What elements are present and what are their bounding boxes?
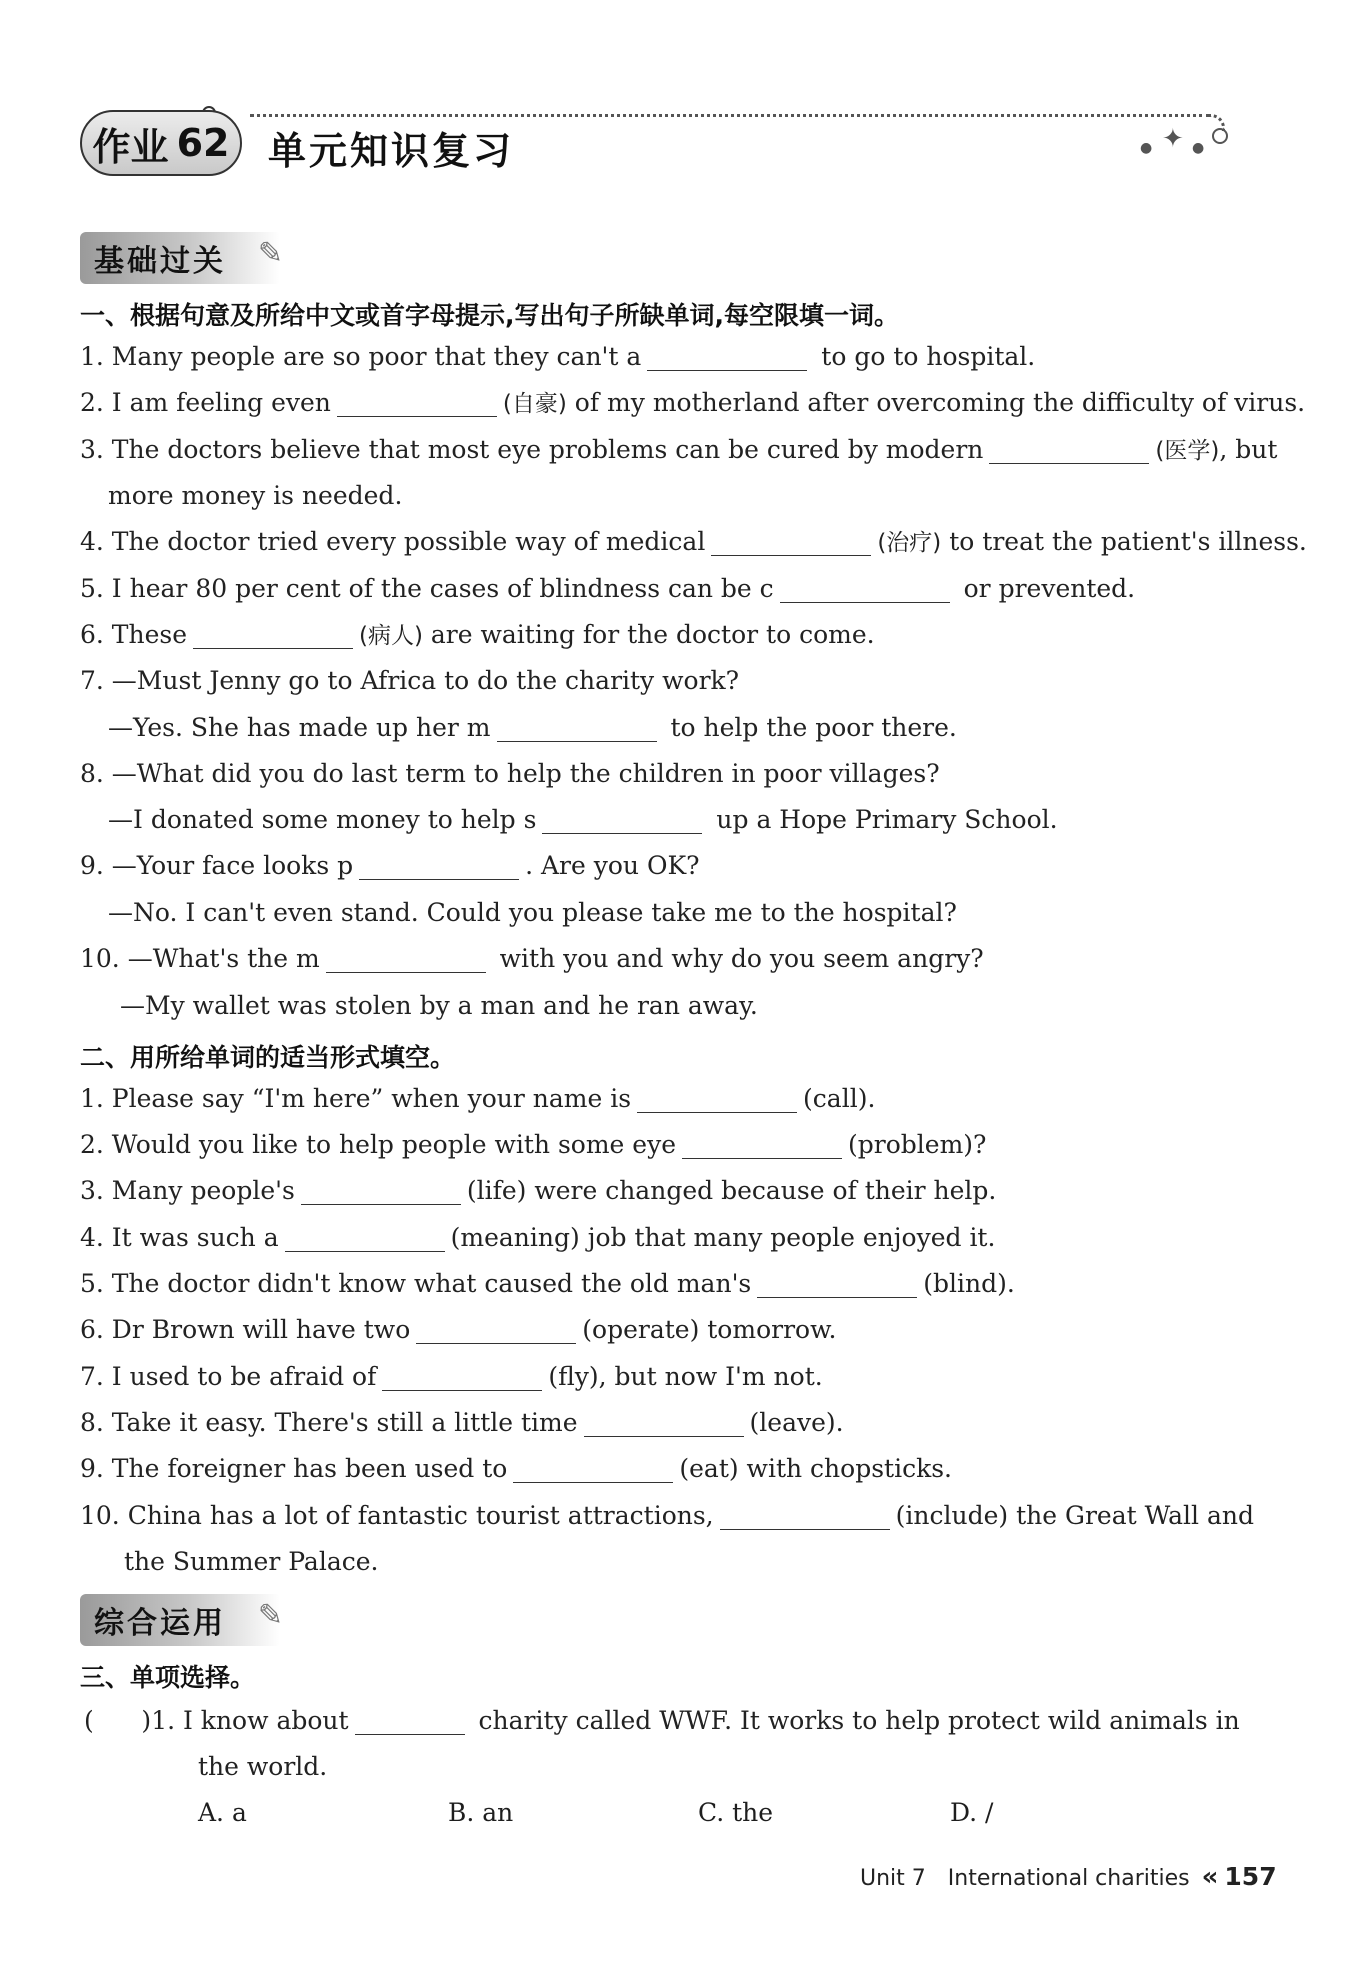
answer-blank[interactable] (584, 1412, 744, 1437)
question-text: to treat the patient's illness. (941, 527, 1307, 556)
answer-blank[interactable] (513, 1458, 673, 1483)
page-number: 157 (1224, 1862, 1277, 1891)
question-1-8-answer (108, 804, 1058, 836)
answer-blank[interactable] (359, 855, 519, 880)
question-2-10-continued: the Summer Palace. (124, 1547, 379, 1576)
badge-label: 作业 (92, 124, 169, 169)
question-text: (problem)? (848, 1130, 987, 1159)
question-1-3-continued: more money is needed. (108, 481, 403, 510)
question-2-8 (80, 1407, 844, 1439)
section-banner-comprehensive (80, 1594, 286, 1646)
question-text: 6. These (80, 620, 187, 649)
question-text: 6. Dr Brown will have two (80, 1315, 411, 1344)
question-text: up a Hope Primary School. (708, 805, 1058, 834)
question-3-1-continued: the world. (198, 1752, 328, 1781)
question-text: 3. Many people's (80, 1176, 295, 1205)
instruction-part-3: 三、单项选择。 (80, 1663, 256, 1692)
question-2-9 (80, 1453, 952, 1485)
instruction-part-2: 二、用所给单词的适当形式填空。 (80, 1043, 456, 1072)
question-1-9 (80, 850, 700, 882)
question-1-10-reply: —My wallet was stolen by a man and he ran away. (120, 991, 758, 1020)
badge-number: 62 (176, 121, 230, 165)
question-text: 3. The doctors believe that most eye problems can be cured by modern (80, 435, 984, 464)
question-text: —I donated some money to help s (108, 805, 537, 834)
question-text: of my motherland after overcoming the difficulty of virus. (566, 388, 1306, 417)
question-2-5 (80, 1268, 1015, 1300)
question-text: (life) were changed because of their help. (466, 1176, 997, 1205)
question-text: with you and why do you seem angry? (491, 944, 984, 973)
question-1-5 (80, 573, 1135, 605)
answer-blank[interactable] (193, 624, 353, 649)
question-text: —Yes. She has made up her m (108, 713, 491, 742)
question-text: 8. Take it easy. There's still a little time (80, 1408, 578, 1437)
question-text: charity called WWF. It works to help protect wild animals in (470, 1706, 1240, 1735)
page-title: 单元知识复习 (268, 129, 515, 173)
question-text: (eat) with chopsticks. (679, 1454, 953, 1483)
answer-blank[interactable] (682, 1134, 842, 1159)
worksheet-page: 作业 62 单元知识复习 ● ✦ ● 基础过关 ✎ 一、根据句意及所给中文或首字母提示,写出句子所缺单词,每空限填一词。 1. Many people are so poor that they can't a to go to hospital. 2. I am feeling even (自豪) of my motherland after overcoming the difficulty of virus. 3. The doctors believe that most eye problems can be cured by modern (医学), but more money is needed. 4. The doctor tried every possible way of medical (治疗) to treat the patient's illness. 5. I hear 80 per cent of the cases of blindness can be c or prevented. 6. These (病人) are waiting for the doctor to come. 7. —Must Jenny go to Africa to do the charity work? —Yes. She has made up her m to help the poor there. 8. —What did you do last term to help the children in poor villages? —I donated some money to help s up a Hope Primary School. 9. —Your face looks p . Are you OK? —No. I can't even stand. Could you please take me to the hospital? 10. —What's the m with you and why do you seem angry? —My wallet was stolen by a man and he ran away. 二、用所给单词的适当形式填空。 1. Please say “I'm here” when your name is (call). 2. Would you like to help people with some eye (problem)? 3. Many people's (life) were changed because of their help. 4. It was such a (meaning) job that many people enjoyed it. 5. The doctor didn't know what caused the old man's (blind). 6. Dr Brown will have two (operate) tomorrow. 7. I used to be afraid of (fly), but now I'm not. 8. Take it easy. There's still a little time (leave). 9. The foreigner has been used to (eat) with chopsticks. 10. China has a lot of fantastic tourist attractions, (include) the Great Wall and the Summer Palace. 综合运用 ✎ 三、单项选择。 ( )1. I know about charity called WWF. It works to help protect wild animals in the world. A. a B. an C. the D. / Unit 7 International charities « 157 (0, 0, 1350, 1962)
answer-blank[interactable] (497, 717, 657, 742)
section-banner-label: 综合运用 (94, 1606, 226, 1641)
question-text: are waiting for the doctor to come. (422, 620, 875, 649)
section-banner-basic (80, 232, 286, 284)
answer-blank[interactable] (326, 948, 486, 973)
question-text: 5. The doctor didn't know what caused the old man's (80, 1269, 752, 1298)
question-1-1 (80, 341, 1035, 373)
section-banner-label: 基础过关 (94, 244, 226, 279)
question-text: 9. The foreigner has been used to (80, 1454, 508, 1483)
question-text: (meaning) job that many people enjoyed it. (450, 1223, 996, 1252)
answer-blank[interactable] (711, 531, 871, 556)
answer-blank[interactable] (720, 1505, 890, 1530)
question-text: 4. The doctor tried every possible way of medical (80, 527, 706, 556)
instruction-part-1: 一、根据句意及所给中文或首字母提示,写出句子所缺单词,每空限填一词。 (80, 301, 899, 330)
question-1-6 (80, 619, 875, 652)
option-c[interactable]: C. the (698, 1798, 774, 1827)
question-2-7 (80, 1361, 823, 1393)
question-text: 5. I hear 80 per cent of the cases of blindness can be c (80, 574, 774, 603)
chinese-hint: (医学) (1155, 438, 1220, 464)
pencil-icon: ✎ (257, 236, 286, 271)
answer-blank[interactable] (780, 578, 950, 603)
answer-blank[interactable] (637, 1088, 797, 1113)
chinese-hint: (治疗) (877, 530, 942, 556)
question-text: 1. Many people are so poor that they can't a (80, 342, 642, 371)
answer-blank[interactable] (285, 1227, 445, 1252)
question-text: or prevented. (955, 574, 1136, 603)
question-text: (leave). (749, 1408, 844, 1437)
question-text: (call). (803, 1084, 876, 1113)
question-text: 4. It was such a (80, 1223, 279, 1252)
question-1-2 (80, 387, 1305, 420)
double-chevron-icon: « (1201, 1862, 1219, 1892)
question-2-1 (80, 1083, 875, 1115)
question-text: (fly), but now I'm not. (548, 1362, 823, 1391)
answer-blank[interactable] (382, 1366, 542, 1391)
question-text: (include) the Great Wall and (895, 1501, 1254, 1530)
question-text: 10. China has a lot of fantastic tourist attractions, (80, 1501, 714, 1530)
chinese-hint: (自豪) (502, 391, 567, 417)
question-text: 2. Would you like to help people with some eye (80, 1130, 677, 1159)
question-text: 1. Please say “I'm here” when your name is (80, 1084, 632, 1113)
question-2-3 (80, 1175, 996, 1207)
footer-unit: Unit 7 (860, 1866, 926, 1891)
question-2-4 (80, 1222, 995, 1254)
question-text: to help the poor there. (662, 713, 957, 742)
question-2-6 (80, 1314, 836, 1346)
answer-blank[interactable] (542, 809, 702, 834)
question-3-1 (84, 1705, 1240, 1737)
page-footer (860, 1862, 1277, 1892)
question-text: (operate) tomorrow. (582, 1315, 837, 1344)
question-1-7: 7. —Must Jenny go to Africa to do the charity work? (80, 666, 740, 695)
option-a[interactable]: A. a (198, 1798, 247, 1827)
answer-bracket[interactable]: ( ) (84, 1706, 152, 1735)
answer-blank[interactable] (757, 1273, 917, 1298)
question-text: to go to hospital. (813, 342, 1036, 371)
question-1-4 (80, 526, 1307, 559)
answer-blank[interactable] (989, 439, 1149, 464)
question-text: (blind). (923, 1269, 1015, 1298)
footer-unit-title: International charities (947, 1866, 1190, 1891)
option-d[interactable]: D. / (950, 1798, 994, 1827)
chinese-hint: (病人) (359, 623, 423, 649)
question-text: 7. I used to be afraid of (80, 1362, 377, 1391)
answer-blank[interactable] (647, 346, 807, 371)
question-text: . Are you OK? (525, 851, 700, 880)
question-1-7-answer (108, 712, 957, 744)
homework-badge (80, 110, 242, 176)
question-2-10 (80, 1500, 1254, 1532)
pencil-icon: ✎ (257, 1598, 286, 1633)
question-text: 9. —Your face looks p (80, 851, 354, 880)
header-dotted-line (250, 114, 1210, 117)
answer-blank[interactable] (416, 1319, 576, 1344)
question-1-8: 8. —What did you do last term to help the children in poor villages? (80, 759, 940, 788)
question-text: 1. I know about (151, 1706, 349, 1735)
answer-blank[interactable] (355, 1710, 465, 1735)
answer-blank[interactable] (301, 1180, 461, 1205)
question-1-3 (80, 434, 1277, 467)
question-2-2 (80, 1129, 986, 1161)
option-b[interactable]: B. an (448, 1798, 514, 1827)
question-1-9-reply: —No. I can't even stand. Could you please take me to the hospital? (108, 898, 957, 927)
question-1-10 (80, 943, 984, 975)
question-text: , but (1219, 435, 1278, 464)
answer-blank[interactable] (337, 392, 497, 417)
question-text: 2. I am feeling even (80, 388, 331, 417)
question-text: 10. —What's the m (80, 944, 320, 973)
